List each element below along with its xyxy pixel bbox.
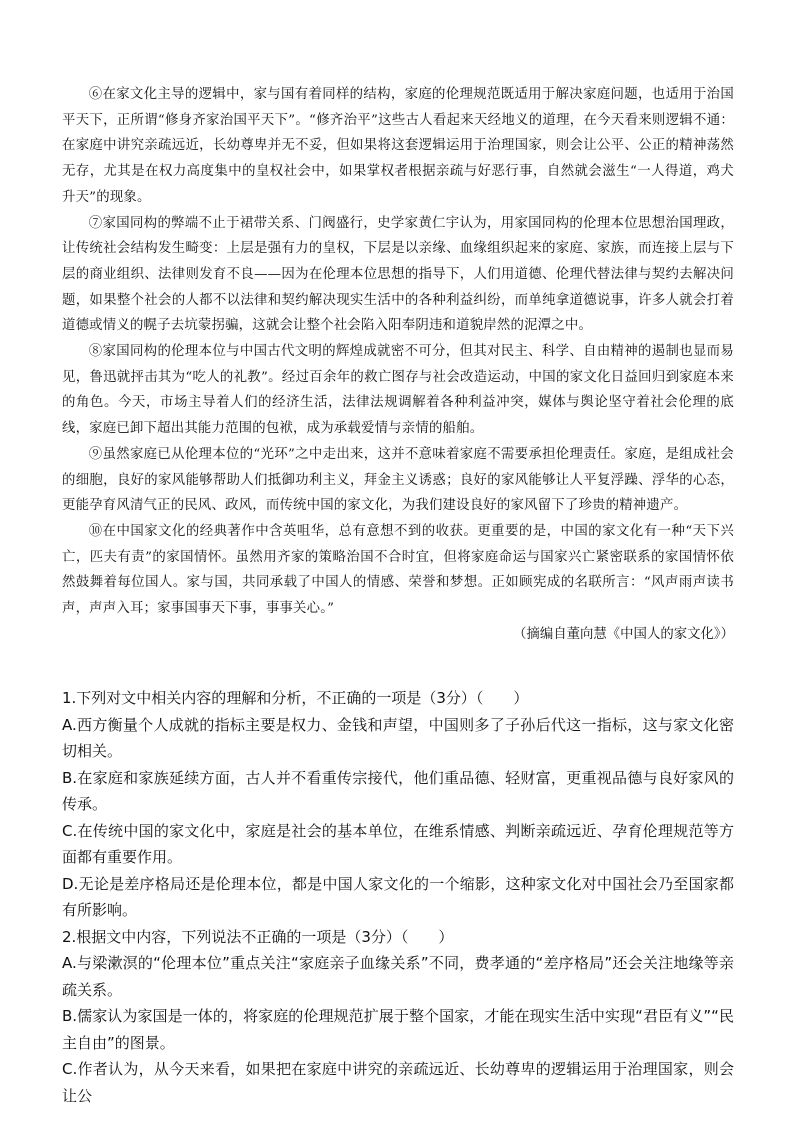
question-2-option-c: C.作者认为，从今天来看，如果把在家庭中讲究的亲疏远近、长幼尊卑的逻辑运用于治理国家，则会让公: [62, 1060, 734, 1105]
questions-section: [62, 685, 734, 1109]
paragraph-10: ⑩在中国家文化的经典著作中含英咀华，总有意想不到的收获。更重要的是，中国的家文化有一种“天下兴亡，匹夫有责”的家国情怀。虽然用齐家的策略治国不合时宜，但将家庭命运与国家兴亡紧密联系的家国情怀依然鼓舞着每位国人。家与国，共同承载了中国人的情感、荣誉和梦想。正如顾宪成的名联所言：“风声雨声读书声，声声入耳；家事国事天下事，事事关心。”: [62, 523, 734, 617]
paragraph-8: ⑧家国同构的伦理本位与中国古代文明的辉煌成就密不可分，但其对民主、科学、自由精神的遏制也显而易见，鲁迅就抨击其为“吃人的礼教”。经过百余年的救亡图存与社会改造运动，中国的家文化日益回归到家庭本来的角色。今天，市场主导着人们的经济生活，法律法规调解着各种利益冲突，媒体与舆论坚守着社会伦理的底线，家庭已卸下超出其能力范围的包袱，成为承载爱情与亲情的船舶。: [62, 344, 734, 437]
article-body: [62, 82, 734, 647]
question-1-option-d: D.无论是差序格局还是伦理本位，都是中国人家文化的一个缩影，这种家文化对中国社会乃至国家都有所影响。: [62, 874, 734, 919]
question-1-option-b: B.在家庭和家族延续方面，古人并不看重传宗接代，他们重品德、轻财富，更重视品德与良好家风的传承。: [62, 768, 734, 813]
question-2-option-a: A.与梁漱溟的“伦理本位”重点关注“家庭亲子血缘关系”不同，费孝通的“差序格局”还会关注地缘等亲疏关系。: [62, 954, 734, 999]
question-1-stem: 1.下列对文中相关内容的理解和分析，不正确的一项是（3分）（ ）: [62, 689, 529, 707]
paragraph-7: ⑦家国同构的弊端不止于裙带关系、门阀盛行，史学家黄仁宇认为，用家国同构的伦理本位思想治国理政，让传统社会结构发生畸变：上层是强有力的皇权，下层是以亲缘、血缘组织起来的家庭、家族，而连接上层与下层的商业组织、法律则发育不良——因为在伦理本位思想的指导下，人们用道德、伦理代替法律与契约去解决问题，如果整个社会的人都不以法律和契约解决现实生活中的各种利益纠纷，而单纯拿道德说事，许多人就会打着道德或情义的幌子去坑蒙拐骗，这就会让整个社会陷入阳奉阴违和道貌岸然的泥潭之中。: [62, 215, 734, 334]
question-1-option-a: A.西方衡量个人成就的指标主要是权力、金钱和声望，中国则多了子孙后代这一指标，这与家文化密切相关。: [62, 715, 734, 760]
question-2-stem: 2.根据文中内容，下列说法不正确的一项是（3分）（ ）: [62, 927, 454, 946]
question-2-option-b: B.儒家认为家国是一体的，将家庭的伦理规范扩展于整个国家，才能在现实生活中实现“君臣有义”“民主自由”的图景。: [62, 1007, 734, 1052]
paragraph-9: ⑨虽然家庭已从伦理本位的“光环”之中走出来，这并不意味着家庭不需要承担伦理责任。家庭，是组成社会的细胞，良好的家风能够帮助人们抵御功利主义，拜金主义诱惑；良好的家风能够让人平复浮躁、浮华的心态，更能孕育风清气正的民风、政风，而传统中国的家文化，为我们建设良好的家风留下了珍贵的精神遗产。: [62, 446, 734, 514]
article-source: （摘编自董向慧《中国人的家文化》）: [513, 626, 734, 642]
paragraph-6: ⑥在家文化主导的逻辑中，家与国有着同样的结构，家庭的伦理规范既适用于解决家庭问题，也适用于治国平天下，正所谓“修身齐家治国平天下”。“修齐治平”这些古人看起来天经地义的道理，在今天看来则逻辑不通：在家庭中讲究亲疏远近，长幼尊卑并无不妥，但如果将这套逻辑运用于治理国家，则会让公平、公正的精神荡然无存，尤其是在权力高度集中的皇权社会中，如果掌权者根据亲疏与好恶行事，自然就会滋生“一人得道，鸡犬升天”的现象。: [62, 87, 734, 205]
question-1-option-c: C.在传统中国的家文化中，家庭是社会的基本单位，在维系情感、判断亲疏远近、孕育伦理规范等方面都有重要作用。: [62, 821, 734, 866]
